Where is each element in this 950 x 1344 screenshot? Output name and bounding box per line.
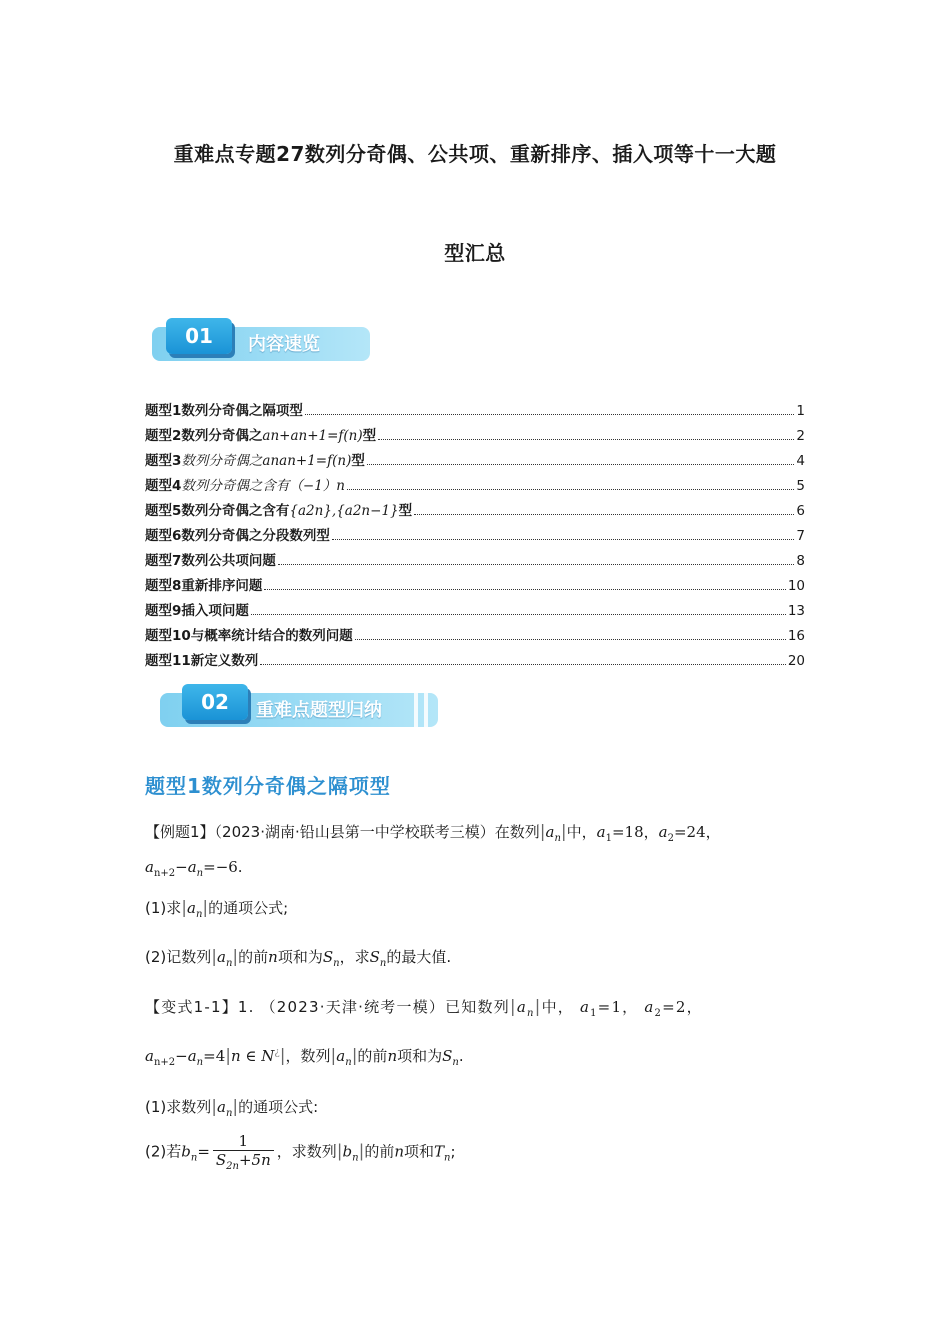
toc-entry[interactable] xyxy=(145,624,805,649)
variant-source: （2023·天津·统考一模）已知数列 xyxy=(260,998,510,1016)
toc-title: 题型8重新排序问题 xyxy=(145,578,263,594)
toc-leader xyxy=(264,589,785,590)
toc-leader xyxy=(378,439,794,440)
toc-entry[interactable] xyxy=(145,574,805,599)
variant-1-1-question-1: (1)求数列$|a_n|$的通项公式: xyxy=(145,1097,319,1119)
section-heading: 题型1数列分奇偶之隔项型 xyxy=(145,774,391,798)
toc-entry[interactable] xyxy=(145,424,805,449)
example-1-line1: 【例题1】（2023·湖南·铅山县第一中学校联考三模）在数列$|a_n|$中，$a_1=18$，$a_2=24$， xyxy=(145,822,721,844)
toc-page: 1 xyxy=(796,403,805,419)
toc-page: 16 xyxy=(787,628,805,644)
variant-1-1-question-2: (2)若$b_n=$ $\frac{1}{S_{2n}+5n}$ ，求数列$|b_n|$的前n项和$T_n$; xyxy=(145,1132,456,1172)
summary-banner xyxy=(160,684,440,732)
toc-page: 10 xyxy=(787,578,805,594)
banner-label: 内容速览 xyxy=(248,334,320,355)
toc-entry[interactable] xyxy=(145,549,805,574)
toc-leader xyxy=(251,614,786,615)
toc-page: 13 xyxy=(787,603,805,619)
toc-title: 题型1数列分奇偶之隔项型 xyxy=(145,403,303,419)
toc-page: 5 xyxy=(796,478,805,494)
toc-suffix: 型 xyxy=(362,428,377,444)
toc-entry[interactable] xyxy=(145,524,805,549)
banner-stripe xyxy=(414,693,418,727)
toc-leader xyxy=(355,639,786,640)
toc-title: 题型3 xyxy=(145,453,182,469)
toc-page: 2 xyxy=(796,428,805,444)
example-1-question-1: (1)求$|a_n|$的通项公式; xyxy=(145,898,289,920)
toc-title: 题型4 xyxy=(145,478,182,494)
table-of-contents xyxy=(145,399,805,674)
toc-page: 6 xyxy=(796,503,805,519)
toc-title: 题型7数列公共项问题 xyxy=(145,553,276,569)
example-1-question-2: (2)记数列$|a_n|$的前n项和为$S_n$，求$S_n$的最大值. xyxy=(145,947,452,969)
toc-entry[interactable] xyxy=(145,399,805,424)
toc-entry[interactable] xyxy=(145,599,805,624)
example-1-line2: $a_{n+2}-a_n=-6$. xyxy=(145,858,243,879)
toc-leader xyxy=(347,489,794,490)
banner-stripe xyxy=(424,693,428,727)
toc-title: 题型6数列分奇偶之分段数列型 xyxy=(145,528,330,544)
toc-suffix: 型 xyxy=(351,453,365,469)
toc-entry[interactable] xyxy=(145,474,805,499)
toc-entry[interactable] xyxy=(145,649,805,674)
toc-page: 8 xyxy=(796,553,805,569)
toc-page: 7 xyxy=(796,528,805,544)
toc-title: 题型9插入项问题 xyxy=(145,603,249,619)
toc-title: 题型2数列分奇偶之 xyxy=(145,428,263,444)
variant-tag: 【变式1-1】1. xyxy=(145,998,255,1016)
toc-suffix: 含有（−1）n xyxy=(262,478,346,494)
toc-leader xyxy=(332,539,795,540)
toc-title: 题型10与概率统计结合的数列问题 xyxy=(145,628,353,644)
toc-title: 题型5数列分奇偶之含有 xyxy=(145,503,290,519)
contents-banner xyxy=(152,318,372,366)
toc-leader xyxy=(260,664,786,665)
banner-stripe xyxy=(508,327,512,361)
toc-math: 数列分奇偶之 xyxy=(181,478,263,494)
page-title-line1: 重难点专题27数列分奇偶、公共项、重新排序、插入项等十一大题 xyxy=(173,142,777,166)
toc-math: {a2n},{a2n−1} xyxy=(289,503,399,519)
toc-leader xyxy=(278,564,795,565)
toc-page: 4 xyxy=(796,453,805,469)
example-tag: 【例题1】 xyxy=(145,823,215,841)
toc-leader xyxy=(305,414,795,415)
toc-entry[interactable] xyxy=(145,449,805,474)
toc-leader xyxy=(414,514,794,515)
variant-1-1-line2: $a_{n+2}-a_n=4|n$ ∈ N¿|，数列$|a_n|$的前n项和为$S_n$. xyxy=(145,1046,464,1068)
banner-stripe xyxy=(498,327,502,361)
toc-title: 题型11新定义数列 xyxy=(145,653,259,669)
example-source: （2023·湖南·铅山县第一中学校联考三模）在数列 xyxy=(214,823,540,841)
banner-number: 02 xyxy=(182,684,248,720)
variant-1-1-line1: 【变式1-1】1. （2023·天津·统考一模）已知数列$|a_n|$中， $a_1=1$， $a_2=2$， xyxy=(145,997,703,1019)
page-title-line2: 型汇总 xyxy=(444,241,506,265)
toc-leader xyxy=(367,464,795,465)
toc-suffix: 型 xyxy=(398,503,413,519)
banner-number: 01 xyxy=(166,318,232,354)
toc-math: 数列分奇偶之anan+1=f(n) xyxy=(181,453,352,469)
fraction: $\frac{1}{S_{2n}+5n}$ xyxy=(213,1132,274,1172)
banner-label: 重难点题型归纳 xyxy=(256,700,382,721)
toc-entry[interactable] xyxy=(145,499,805,524)
toc-page: 20 xyxy=(787,653,805,669)
toc-math: an+an+1=f(n) xyxy=(262,428,363,444)
